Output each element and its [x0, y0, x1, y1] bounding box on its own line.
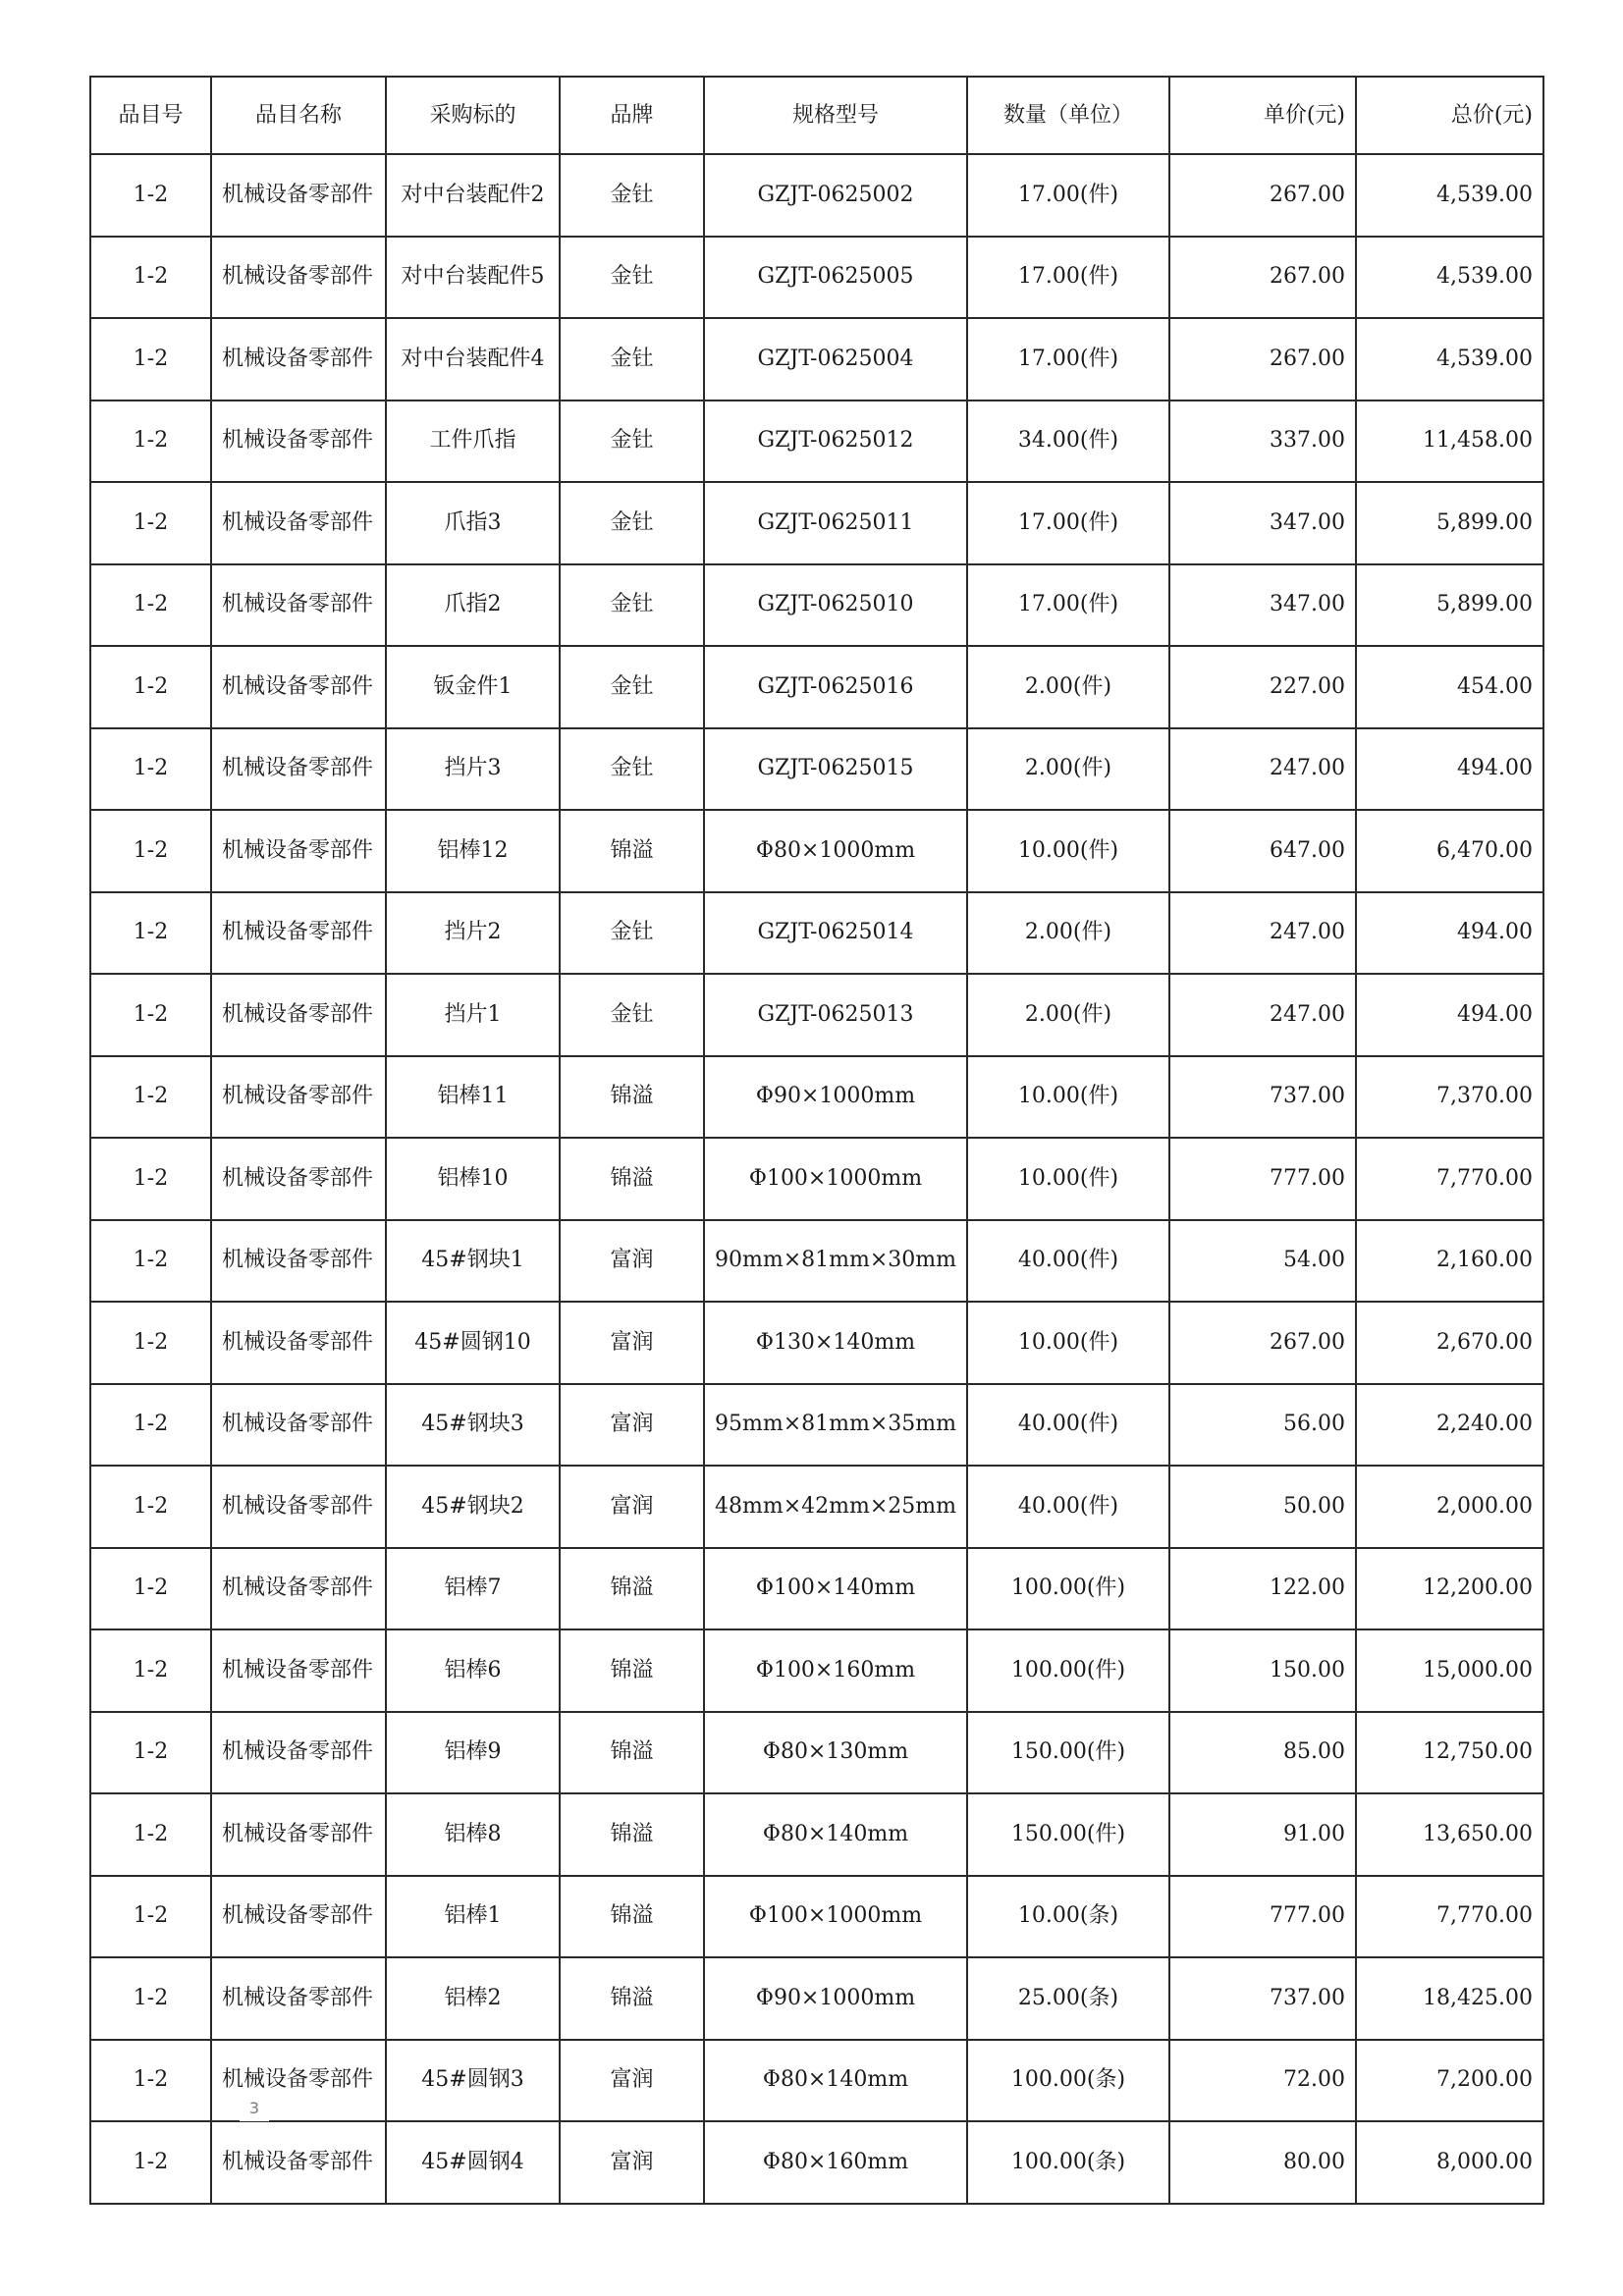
cell-item-name: 机械设备零部件 [211, 1876, 386, 1958]
table-row [90, 237, 1543, 319]
header-brand: 品牌 [560, 77, 704, 154]
table-row [90, 892, 1543, 975]
cell-quantity: 2.00(件) [967, 646, 1169, 728]
cell-procurement-target: 45#钢块2 [386, 1466, 560, 1548]
cell-procurement-target: 铝棒11 [386, 1056, 560, 1139]
cell-quantity: 150.00(件) [967, 1793, 1169, 1876]
cell-total-price: 18,425.00 [1356, 1957, 1543, 2040]
cell-procurement-target: 挡片1 [386, 974, 560, 1056]
cell-procurement-target: 铝棒12 [386, 810, 560, 892]
cell-total-price: 2,160.00 [1356, 1220, 1543, 1303]
cell-item-name: 机械设备零部件 [211, 2040, 386, 2122]
cell-item-number: 1-2 [90, 237, 211, 319]
cell-spec-model: Φ130×140mm [704, 1302, 967, 1384]
header-procurement-target: 采购标的 [386, 77, 560, 154]
table-row [90, 646, 1543, 728]
cell-item-number: 1-2 [90, 318, 211, 400]
header-total-price: 总价(元) [1356, 77, 1543, 154]
cell-total-price: 2,000.00 [1356, 1466, 1543, 1548]
cell-spec-model: GZJT-0625012 [704, 400, 967, 483]
cell-item-name: 机械设备零部件 [211, 564, 386, 647]
cell-total-price: 13,650.00 [1356, 1793, 1543, 1876]
cell-procurement-target: 对中台装配件5 [386, 237, 560, 319]
cell-item-name: 机械设备零部件 [211, 1548, 386, 1630]
cell-quantity: 100.00(条) [967, 2040, 1169, 2122]
cell-unit-price: 347.00 [1169, 482, 1356, 564]
cell-item-name: 机械设备零部件 [211, 810, 386, 892]
cell-procurement-target: 铝棒7 [386, 1548, 560, 1630]
cell-unit-price: 91.00 [1169, 1793, 1356, 1876]
cell-item-name: 机械设备零部件 [211, 1138, 386, 1220]
cell-procurement-target: 45#圆钢10 [386, 1302, 560, 1384]
cell-procurement-target: 爪指2 [386, 564, 560, 647]
cell-brand: 富润 [560, 1384, 704, 1467]
cell-procurement-target: 挡片2 [386, 892, 560, 975]
cell-spec-model: GZJT-0625016 [704, 646, 967, 728]
cell-quantity: 100.00(件) [967, 1548, 1169, 1630]
table-row [90, 1384, 1543, 1467]
cell-item-number: 1-2 [90, 154, 211, 237]
cell-procurement-target: 45#钢块3 [386, 1384, 560, 1467]
cell-total-price: 494.00 [1356, 974, 1543, 1056]
cell-spec-model: Φ80×130mm [704, 1712, 967, 1794]
cell-spec-model: Φ80×140mm [704, 2040, 967, 2122]
cell-spec-model: Φ100×160mm [704, 1629, 967, 1712]
cell-item-number: 1-2 [90, 1302, 211, 1384]
cell-unit-price: 80.00 [1169, 2121, 1356, 2204]
table-body [90, 154, 1543, 2204]
cell-spec-model: GZJT-0625010 [704, 564, 967, 647]
cell-item-number: 1-2 [90, 728, 211, 811]
cell-total-price: 5,899.00 [1356, 482, 1543, 564]
cell-spec-model: Φ100×140mm [704, 1548, 967, 1630]
cell-quantity: 2.00(件) [967, 974, 1169, 1056]
cell-brand: 锦溢 [560, 1056, 704, 1139]
cell-spec-model: Φ100×1000mm [704, 1138, 967, 1220]
cell-brand: 金钍 [560, 646, 704, 728]
cell-quantity: 10.00(件) [967, 1138, 1169, 1220]
cell-item-number: 1-2 [90, 2040, 211, 2122]
cell-item-number: 1-2 [90, 1876, 211, 1958]
cell-total-price: 4,539.00 [1356, 318, 1543, 400]
cell-item-number: 1-2 [90, 1712, 211, 1794]
table-row [90, 400, 1543, 483]
cell-item-name: 机械设备零部件 [211, 1629, 386, 1712]
cell-total-price: 494.00 [1356, 892, 1543, 975]
cell-total-price: 7,370.00 [1356, 1056, 1543, 1139]
table-row [90, 1876, 1543, 1958]
cell-procurement-target: 铝棒8 [386, 1793, 560, 1876]
table-row [90, 810, 1543, 892]
cell-total-price: 454.00 [1356, 646, 1543, 728]
cell-brand: 金钍 [560, 974, 704, 1056]
header-unit-price: 单价(元) [1169, 77, 1356, 154]
cell-spec-model: GZJT-0625004 [704, 318, 967, 400]
cell-unit-price: 737.00 [1169, 1957, 1356, 2040]
cell-item-name: 机械设备零部件 [211, 1793, 386, 1876]
cell-quantity: 10.00(件) [967, 810, 1169, 892]
cell-spec-model: Φ100×1000mm [704, 1876, 967, 1958]
cell-item-number: 1-2 [90, 1384, 211, 1467]
cell-item-number: 1-2 [90, 564, 211, 647]
table-row [90, 564, 1543, 647]
cell-total-price: 7,770.00 [1356, 1876, 1543, 1958]
cell-item-name: 机械设备零部件 [211, 1957, 386, 2040]
procurement-sheet [89, 76, 1542, 2205]
cell-unit-price: 647.00 [1169, 810, 1356, 892]
cell-total-price: 4,539.00 [1356, 154, 1543, 237]
cell-quantity: 40.00(件) [967, 1466, 1169, 1548]
cell-item-name: 机械设备零部件 [211, 154, 386, 237]
cell-quantity: 2.00(件) [967, 728, 1169, 811]
cell-item-name: 机械设备零部件 [211, 318, 386, 400]
table-row [90, 2121, 1543, 2204]
cell-quantity: 17.00(件) [967, 482, 1169, 564]
cell-item-number: 1-2 [90, 646, 211, 728]
cell-spec-model: GZJT-0625011 [704, 482, 967, 564]
cell-brand: 富润 [560, 2040, 704, 2122]
cell-brand: 锦溢 [560, 1793, 704, 1876]
header-spec-model: 规格型号 [704, 77, 967, 154]
cell-brand: 金钍 [560, 892, 704, 975]
cell-total-price: 8,000.00 [1356, 2121, 1543, 2204]
cell-brand: 金钍 [560, 237, 704, 319]
cell-procurement-target: 铝棒10 [386, 1138, 560, 1220]
cell-item-number: 1-2 [90, 892, 211, 975]
cell-total-price: 4,539.00 [1356, 237, 1543, 319]
cell-item-number: 1-2 [90, 1220, 211, 1303]
cell-quantity: 17.00(件) [967, 237, 1169, 319]
cell-brand: 锦溢 [560, 1876, 704, 1958]
cell-procurement-target: 铝棒9 [386, 1712, 560, 1794]
cell-unit-price: 247.00 [1169, 728, 1356, 811]
cell-procurement-target: 对中台装配件4 [386, 318, 560, 400]
header-item-number: 品目号 [90, 77, 211, 154]
cell-quantity: 10.00(条) [967, 1876, 1169, 1958]
cell-procurement-target: 钣金件1 [386, 646, 560, 728]
table-row [90, 1302, 1543, 1384]
cell-unit-price: 737.00 [1169, 1056, 1356, 1139]
cell-brand: 富润 [560, 2121, 704, 2204]
cell-total-price: 6,470.00 [1356, 810, 1543, 892]
cell-brand: 锦溢 [560, 810, 704, 892]
cell-quantity: 150.00(件) [967, 1712, 1169, 1794]
cell-procurement-target: 45#圆钢4 [386, 2121, 560, 2204]
table-row [90, 1138, 1543, 1220]
table-row [90, 318, 1543, 400]
cell-brand: 金钍 [560, 400, 704, 483]
cell-item-name: 机械设备零部件 [211, 974, 386, 1056]
cell-brand: 金钍 [560, 564, 704, 647]
cell-unit-price: 777.00 [1169, 1876, 1356, 1958]
table-header-row [90, 77, 1543, 154]
cell-unit-price: 247.00 [1169, 892, 1356, 975]
cell-spec-model: Φ90×1000mm [704, 1056, 967, 1139]
cell-quantity: 100.00(件) [967, 1629, 1169, 1712]
cell-item-number: 1-2 [90, 810, 211, 892]
cell-item-number: 1-2 [90, 974, 211, 1056]
cell-item-name: 机械设备零部件 [211, 1220, 386, 1303]
cell-brand: 富润 [560, 1466, 704, 1548]
cell-total-price: 2,670.00 [1356, 1302, 1543, 1384]
cell-unit-price: 72.00 [1169, 2040, 1356, 2122]
cell-spec-model: GZJT-0625002 [704, 154, 967, 237]
cell-brand: 锦溢 [560, 1548, 704, 1630]
cell-unit-price: 150.00 [1169, 1629, 1356, 1712]
cell-item-number: 1-2 [90, 1466, 211, 1548]
table-row [90, 974, 1543, 1056]
cell-spec-model: GZJT-0625013 [704, 974, 967, 1056]
cell-brand: 锦溢 [560, 1629, 704, 1712]
cell-item-name: 机械设备零部件 [211, 1712, 386, 1794]
cell-unit-price: 56.00 [1169, 1384, 1356, 1467]
table-row [90, 2040, 1543, 2122]
cell-brand: 金钍 [560, 318, 704, 400]
cell-brand: 金钍 [560, 728, 704, 811]
cell-item-number: 1-2 [90, 482, 211, 564]
cell-unit-price: 347.00 [1169, 564, 1356, 647]
cell-quantity: 17.00(件) [967, 154, 1169, 237]
cell-quantity: 17.00(件) [967, 318, 1169, 400]
table-row [90, 1957, 1543, 2040]
cell-procurement-target: 对中台装配件2 [386, 154, 560, 237]
cell-procurement-target: 铝棒6 [386, 1629, 560, 1712]
cell-total-price: 7,770.00 [1356, 1138, 1543, 1220]
cell-quantity: 40.00(件) [967, 1384, 1169, 1467]
cell-quantity: 17.00(件) [967, 564, 1169, 647]
table-row [90, 1793, 1543, 1876]
table-row [90, 1466, 1543, 1548]
cell-procurement-target: 45#钢块1 [386, 1220, 560, 1303]
cell-item-name: 机械设备零部件 [211, 1056, 386, 1139]
cell-total-price: 494.00 [1356, 728, 1543, 811]
cell-item-name: 机械设备零部件 [211, 2121, 386, 2204]
cell-total-price: 7,200.00 [1356, 2040, 1543, 2122]
cell-spec-model: GZJT-0625015 [704, 728, 967, 811]
cell-item-name: 机械设备零部件 [211, 1302, 386, 1384]
cell-spec-model: 90mm×81mm×30mm [704, 1220, 967, 1303]
cell-item-name: 机械设备零部件 [211, 892, 386, 975]
cell-item-number: 1-2 [90, 1138, 211, 1220]
cell-total-price: 5,899.00 [1356, 564, 1543, 647]
cell-item-name: 机械设备零部件 [211, 237, 386, 319]
cell-unit-price: 85.00 [1169, 1712, 1356, 1794]
cell-spec-model: Φ80×160mm [704, 2121, 967, 2204]
cell-procurement-target: 爪指3 [386, 482, 560, 564]
table-row [90, 728, 1543, 811]
cell-unit-price: 227.00 [1169, 646, 1356, 728]
table-row [90, 482, 1543, 564]
cell-item-name: 机械设备零部件 [211, 482, 386, 564]
cell-quantity: 10.00(件) [967, 1056, 1169, 1139]
cell-unit-price: 337.00 [1169, 400, 1356, 483]
cell-spec-model: 48mm×42mm×25mm [704, 1466, 967, 1548]
table-row [90, 1629, 1543, 1712]
cell-total-price: 2,240.00 [1356, 1384, 1543, 1467]
cell-brand: 锦溢 [560, 1957, 704, 2040]
cell-quantity: 34.00(件) [967, 400, 1169, 483]
cell-spec-model: GZJT-0625014 [704, 892, 967, 975]
cell-spec-model: Φ80×1000mm [704, 810, 967, 892]
cell-item-name: 机械设备零部件 [211, 400, 386, 483]
cell-quantity: 25.00(条) [967, 1957, 1169, 2040]
cell-unit-price: 122.00 [1169, 1548, 1356, 1630]
cell-spec-model: GZJT-0625005 [704, 237, 967, 319]
cell-procurement-target: 铝棒1 [386, 1876, 560, 1958]
cell-brand: 富润 [560, 1220, 704, 1303]
cell-quantity: 40.00(件) [967, 1220, 1169, 1303]
cell-unit-price: 54.00 [1169, 1220, 1356, 1303]
cell-quantity: 10.00(件) [967, 1302, 1169, 1384]
header-item-name: 品目名称 [211, 77, 386, 154]
table-row [90, 154, 1543, 237]
cell-unit-price: 247.00 [1169, 974, 1356, 1056]
cell-item-name: 机械设备零部件 [211, 728, 386, 811]
cell-item-number: 1-2 [90, 400, 211, 483]
cell-unit-price: 267.00 [1169, 1302, 1356, 1384]
cell-brand: 锦溢 [560, 1712, 704, 1794]
cell-item-number: 1-2 [90, 2121, 211, 2204]
cell-procurement-target: 工件爪指 [386, 400, 560, 483]
cell-procurement-target: 挡片3 [386, 728, 560, 811]
cell-total-price: 15,000.00 [1356, 1629, 1543, 1712]
cell-total-price: 12,200.00 [1356, 1548, 1543, 1630]
cell-item-number: 1-2 [90, 1629, 211, 1712]
cell-spec-model: Φ80×140mm [704, 1793, 967, 1876]
cell-quantity: 100.00(条) [967, 2121, 1169, 2204]
table-row [90, 1220, 1543, 1303]
cell-item-name: 机械设备零部件 [211, 646, 386, 728]
cell-brand: 富润 [560, 1302, 704, 1384]
cell-total-price: 12,750.00 [1356, 1712, 1543, 1794]
cell-item-number: 1-2 [90, 1548, 211, 1630]
cell-unit-price: 777.00 [1169, 1138, 1356, 1220]
cell-procurement-target: 45#圆钢3 [386, 2040, 560, 2122]
cell-brand: 金钍 [560, 154, 704, 237]
table-row [90, 1548, 1543, 1630]
cell-brand: 金钍 [560, 482, 704, 564]
cell-unit-price: 267.00 [1169, 237, 1356, 319]
cell-unit-price: 267.00 [1169, 154, 1356, 237]
table-row [90, 1712, 1543, 1794]
procurement-table [89, 76, 1544, 2205]
cell-spec-model: Φ90×1000mm [704, 1957, 967, 2040]
cell-item-number: 1-2 [90, 1793, 211, 1876]
cell-item-name: 机械设备零部件 [211, 1384, 386, 1467]
cell-quantity: 2.00(件) [967, 892, 1169, 975]
cell-unit-price: 50.00 [1169, 1466, 1356, 1548]
cell-total-price: 11,458.00 [1356, 400, 1543, 483]
cell-item-name: 机械设备零部件 [211, 1466, 386, 1548]
cell-procurement-target: 铝棒2 [386, 1957, 560, 2040]
cell-item-number: 1-2 [90, 1056, 211, 1139]
table-row [90, 1056, 1543, 1139]
cell-item-number: 1-2 [90, 1957, 211, 2040]
cell-unit-price: 267.00 [1169, 318, 1356, 400]
cell-brand: 锦溢 [560, 1138, 704, 1220]
header-quantity: 数量（单位） [967, 77, 1169, 154]
page-number: 3 [240, 2096, 269, 2121]
cell-spec-model: 95mm×81mm×35mm [704, 1384, 967, 1467]
